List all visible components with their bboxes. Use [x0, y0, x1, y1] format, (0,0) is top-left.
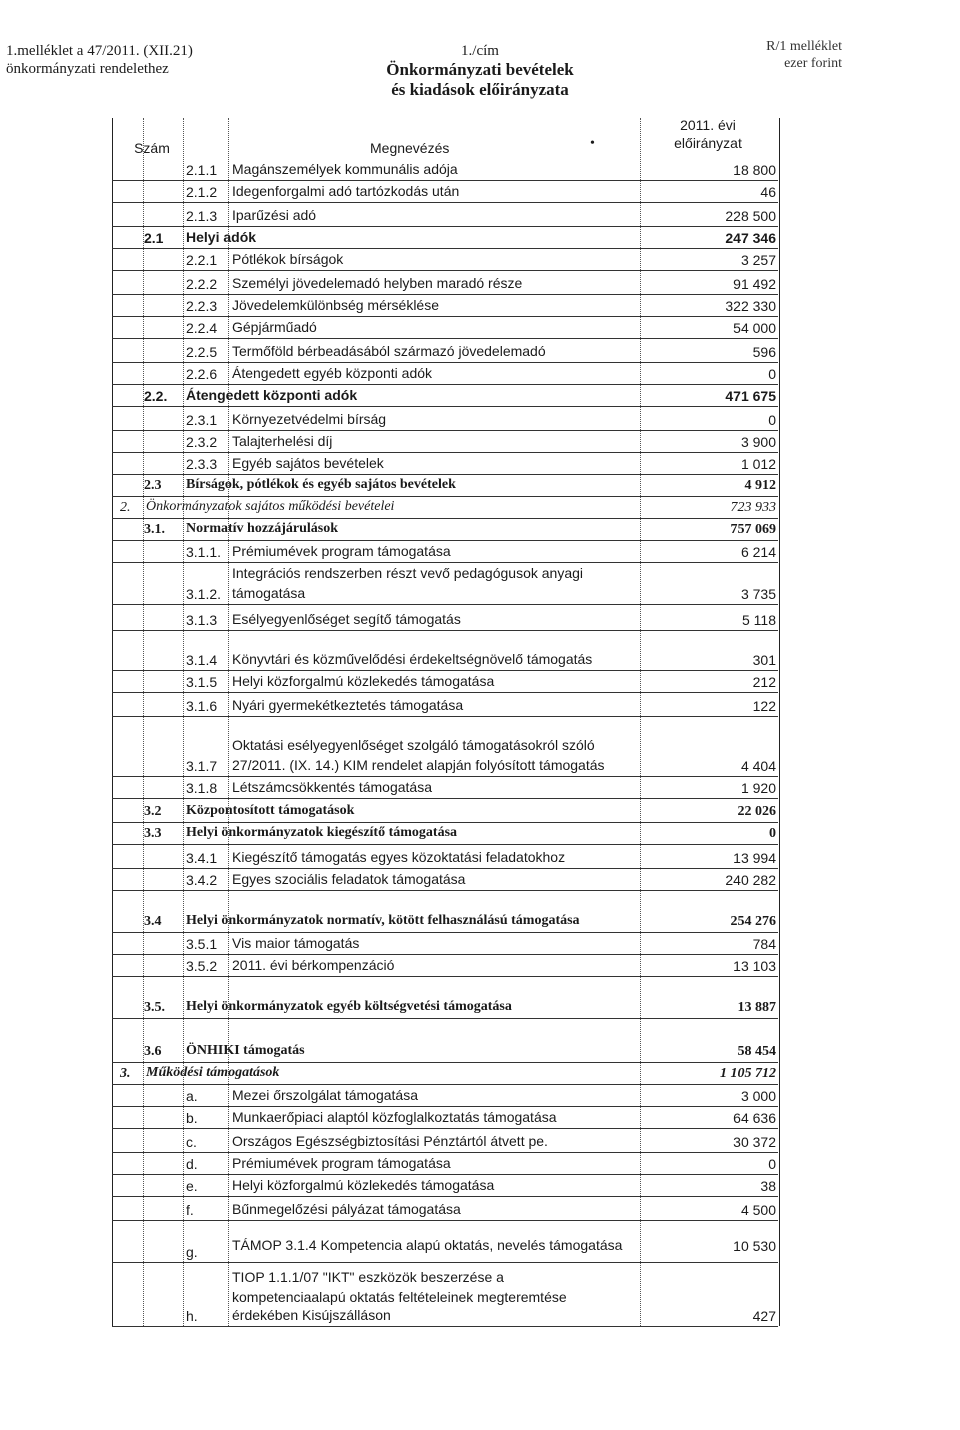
row-value: 4 912: [744, 478, 776, 493]
row-description: Bűnmegelőzési pályázat támogatása: [232, 1201, 461, 1217]
row-value: 6 214: [740, 544, 776, 560]
row-code: 2.2.4: [186, 320, 218, 336]
row-description: Működési támogatások: [146, 1065, 280, 1080]
row-code: 2.1: [144, 230, 164, 246]
row-code: 2.3.1: [186, 412, 218, 428]
row-code: 3.1.: [144, 522, 165, 537]
row-code: 3.: [120, 1066, 131, 1081]
row-value: 1 920: [740, 780, 776, 796]
row-code: 3.4: [144, 914, 162, 929]
row-code: 3.5.1: [186, 936, 218, 952]
table-row: [112, 362, 778, 385]
row-value: 322 330: [725, 298, 776, 314]
row-description: Helyi önkormányzatok kiegészítő támogatása: [186, 825, 458, 840]
row-code: 2.1.1: [186, 162, 218, 178]
row-value: 13 994: [733, 850, 776, 866]
row-description: Mezei őrszolgálat támogatása: [232, 1087, 418, 1103]
table-row: [112, 248, 778, 271]
page-mark: 1./cím: [461, 43, 499, 59]
row-description: Személyi jövedelemadó helyben maradó része: [232, 275, 523, 291]
row-value: 471 675: [725, 388, 776, 404]
row-value: 0: [768, 1156, 776, 1172]
column-header-szam: Szám: [134, 140, 170, 156]
row-value: 1 012: [740, 456, 776, 472]
row-code: 2.3.2: [186, 434, 218, 450]
row-value: 427: [752, 1308, 776, 1324]
table-row: [112, 976, 778, 1019]
row-description: Könyvtári és közművelődési érdekeltségnövelő támogatás: [232, 651, 593, 667]
table-row: [112, 798, 778, 823]
unit-label: ezer forint: [784, 56, 842, 71]
row-description: Helyi adók: [186, 229, 257, 245]
table-row: [112, 1106, 778, 1129]
row-description: Iparűzési adó: [232, 207, 317, 223]
row-value: 46: [760, 184, 776, 200]
row-description-line-1: Integrációs rendszerben részt vevő pedagógusok anyagi: [232, 565, 583, 581]
annex-number: R/1 melléklet: [766, 39, 842, 54]
row-description: Országos Egészségbiztosítási Pénztártól átvett pe.: [232, 1133, 548, 1149]
table-row: [112, 692, 778, 717]
row-value: 0: [768, 412, 776, 428]
row-description: támogatása: [232, 585, 306, 601]
table-row: [112, 1196, 778, 1221]
table-row: [112, 294, 778, 317]
table-row: [112, 562, 778, 605]
stray-dot: •: [590, 136, 595, 151]
row-value: 4 500: [740, 1202, 776, 1218]
row-value: 247 346: [725, 230, 776, 246]
row-value: 240 282: [725, 872, 776, 888]
row-description: Bírságok, pótlékok és egyéb sajátos bevételek: [186, 477, 456, 492]
row-code: 2.: [120, 500, 131, 515]
row-code: 3.5.: [144, 1000, 165, 1015]
table-row: [112, 180, 778, 203]
row-description: 27/2011. (IX. 14.) KIM rendelet alapján folyósított támogatás: [232, 757, 605, 773]
row-description: Létszámcsökkentés támogatása: [232, 779, 432, 795]
row-description-line-1: TIOP 1.1.1/07 "IKT" eszközök beszerzése a: [232, 1269, 504, 1285]
row-description: Normatív hozzájárulások: [186, 521, 339, 536]
table-row: [112, 158, 778, 181]
document-reference: [6, 42, 193, 78]
row-code: f.: [186, 1202, 194, 1218]
table-row: [112, 1128, 778, 1153]
row-value: 0: [768, 366, 776, 382]
table-row: [112, 1220, 778, 1263]
row-value: 30 372: [733, 1134, 776, 1150]
row-value: 18 800: [733, 162, 776, 178]
table-row: [112, 776, 778, 799]
table-row: [112, 890, 778, 933]
row-description: 2011. évi bérkompenzáció: [232, 957, 395, 973]
row-value: 10 530: [733, 1238, 776, 1254]
row-value: 64 636: [733, 1110, 776, 1126]
table-row: [112, 226, 778, 249]
row-value: 54 000: [733, 320, 776, 336]
row-description: Átengedett egyéb központi adók: [232, 365, 433, 381]
table-row: [112, 202, 778, 227]
table-row: [112, 1174, 778, 1197]
row-value: 757 069: [730, 522, 776, 537]
table-row: [112, 868, 778, 891]
row-code: 3.1.4: [186, 652, 218, 668]
document-title-line-2: és kiadások előirányzata: [391, 80, 569, 99]
annex-label: [766, 38, 842, 72]
table-row: [112, 496, 778, 519]
table-row: [112, 1084, 778, 1107]
row-code: d.: [186, 1156, 198, 1172]
row-value: 3 900: [740, 434, 776, 450]
row-code: 2.2.1: [186, 252, 218, 268]
row-code: 3.5.2: [186, 958, 218, 974]
row-code: 3.4.2: [186, 872, 218, 888]
row-description: Termőföld bérbeadásából származó jövedelemadó: [232, 343, 546, 359]
row-description: Vis maior támogatás: [232, 935, 360, 951]
row-code: h.: [186, 1308, 198, 1324]
row-description: Munkaerőpiaci alaptól közfoglalkoztatás támogatása: [232, 1109, 557, 1125]
column-header-megnevezes: Megnevézés: [370, 140, 450, 156]
row-code: 3.3: [144, 826, 162, 841]
row-value: 212: [752, 674, 776, 690]
row-code: 2.2.: [144, 388, 168, 404]
table-row: [112, 430, 778, 453]
row-code: a.: [186, 1088, 198, 1104]
row-code: 3.1.1.: [186, 544, 222, 560]
table-row: [112, 716, 778, 777]
table-row: [112, 844, 778, 869]
column-header-eloiranyzat: [640, 116, 776, 152]
row-code: 3.1.8: [186, 780, 218, 796]
row-description: Önkormányzatok sajátos működési bevételei: [146, 499, 395, 514]
column-header-appropriation: előirányzat: [674, 135, 742, 151]
table-row: [112, 670, 778, 693]
row-code: 3.1.3: [186, 612, 218, 628]
row-code: 3.1.2.: [186, 586, 222, 602]
row-description: ÖNHIKI támogatás: [186, 1043, 305, 1058]
row-code: 3.1.5: [186, 674, 218, 690]
row-description: Nyári gyermekétkeztetés támogatása: [232, 697, 464, 713]
row-code: 2.2.6: [186, 366, 218, 382]
document-title-line-1: Önkormányzati bevételek: [386, 60, 574, 79]
row-value: 3 000: [740, 1088, 776, 1104]
row-description: Helyi közforgalmú közlekedés támogatása: [232, 673, 495, 689]
table-row: [112, 630, 778, 671]
table-row: [112, 1062, 778, 1085]
row-description: érdekében Kisújszálláson: [232, 1307, 391, 1323]
row-code: 3.1.6: [186, 698, 218, 714]
row-code: g.: [186, 1244, 198, 1260]
table-row: [112, 540, 778, 563]
row-description: Talajterhelési díj: [232, 433, 333, 449]
row-description: Egyes szociális feladatok támogatása: [232, 871, 466, 887]
row-description: Helyi önkormányzatok normatív, kötött felhasználású támogatása: [186, 913, 580, 928]
document-title-block: [300, 42, 660, 100]
row-value: 0: [769, 826, 776, 841]
row-description: Központosított támogatások: [186, 803, 355, 818]
table-row: [112, 316, 778, 339]
table-row: [112, 452, 778, 475]
row-code: 2.2.2: [186, 276, 218, 292]
row-description: Átengedett központi adók: [186, 387, 358, 403]
reference-line-1: 1.melléklet a 47/2011. (XII.21): [6, 43, 193, 59]
row-description: Helyi önkormányzatok egyéb költségvetési támogatása: [186, 999, 512, 1014]
row-description: Pótlékok bírságok: [232, 251, 344, 267]
row-value: 3 735: [740, 586, 776, 602]
row-description: Gépjárműadó: [232, 319, 317, 335]
row-description: Idegenforgalmi adó tartózkodás után: [232, 183, 460, 199]
row-description: Környezetvédelmi bírság: [232, 411, 387, 427]
row-value: 228 500: [725, 208, 776, 224]
row-value: 723 933: [730, 500, 776, 515]
row-description: Magánszemélyek kommunális adója: [232, 161, 458, 177]
row-code: 2.1.2: [186, 184, 218, 200]
row-description-line-1: Oktatási esélyegyenlőséget szolgáló támogatásokról szóló: [232, 737, 595, 753]
row-value: 596: [752, 344, 776, 360]
row-description: Kiegészítő támogatás egyes közoktatási feladatokhoz: [232, 849, 566, 865]
row-code: 3.2: [144, 804, 162, 819]
row-value: 91 492: [733, 276, 776, 292]
row-description: TÁMOP 3.1.4 Kompetencia alapú oktatás, nevelés támogatása: [232, 1237, 623, 1253]
row-code: 2.3.3: [186, 456, 218, 472]
row-code: b.: [186, 1110, 198, 1126]
row-value: 122: [752, 698, 776, 714]
row-value: 22 026: [737, 804, 776, 819]
row-value: 13 103: [733, 958, 776, 974]
row-description: Prémiumévek program támogatása: [232, 543, 451, 559]
table-row: [112, 474, 778, 497]
column-header-year: 2011. évi: [680, 117, 736, 133]
table-row: [112, 1018, 778, 1063]
row-code: 2.2.5: [186, 344, 218, 360]
row-value: 5 118: [742, 612, 776, 628]
row-description: Helyi közforgalmú közlekedés támogatása: [232, 1177, 495, 1193]
row-description: Egyéb sajátos bevételek: [232, 455, 384, 471]
row-value: 301: [752, 652, 776, 668]
row-value: 254 276: [730, 914, 776, 929]
row-value: 13 887: [737, 1000, 776, 1015]
table-row: [112, 338, 778, 363]
row-value: 784: [752, 936, 776, 952]
table-row: [112, 270, 778, 295]
row-code: 3.6: [144, 1044, 162, 1059]
row-description: Esélyegyenlőséget segítő támogatás: [232, 611, 461, 627]
row-code: 2.2.3: [186, 298, 218, 314]
row-value: 3 257: [740, 252, 776, 268]
row-code: 2.3: [144, 478, 162, 493]
table-row: [112, 604, 778, 631]
table-row: [112, 1262, 778, 1327]
row-code: 3.1.7: [186, 758, 218, 774]
table-row: [112, 518, 778, 541]
row-value: 1 105 712: [720, 1066, 776, 1081]
row-value: 58 454: [737, 1044, 776, 1059]
row-description: Jövedelemkülönbség mérséklése: [232, 297, 439, 313]
row-value: 38: [760, 1178, 776, 1194]
table-row: [112, 1152, 778, 1175]
table-row: [112, 822, 778, 845]
row-code: e.: [186, 1178, 198, 1194]
row-description: Prémiumévek program támogatása: [232, 1155, 451, 1171]
row-code: c.: [186, 1134, 197, 1150]
table-row: [112, 406, 778, 431]
row-code: 3.4.1: [186, 850, 218, 866]
table-row: [112, 954, 778, 977]
table-row: [112, 384, 778, 407]
row-value: 4 404: [740, 758, 776, 774]
row-description-line-2: kompetenciaalapú oktatás feltételeinek megteremtése: [232, 1289, 567, 1305]
row-code: 2.1.3: [186, 208, 218, 224]
table-row: [112, 932, 778, 955]
reference-line-2: önkormányzati rendelethez: [6, 61, 169, 77]
